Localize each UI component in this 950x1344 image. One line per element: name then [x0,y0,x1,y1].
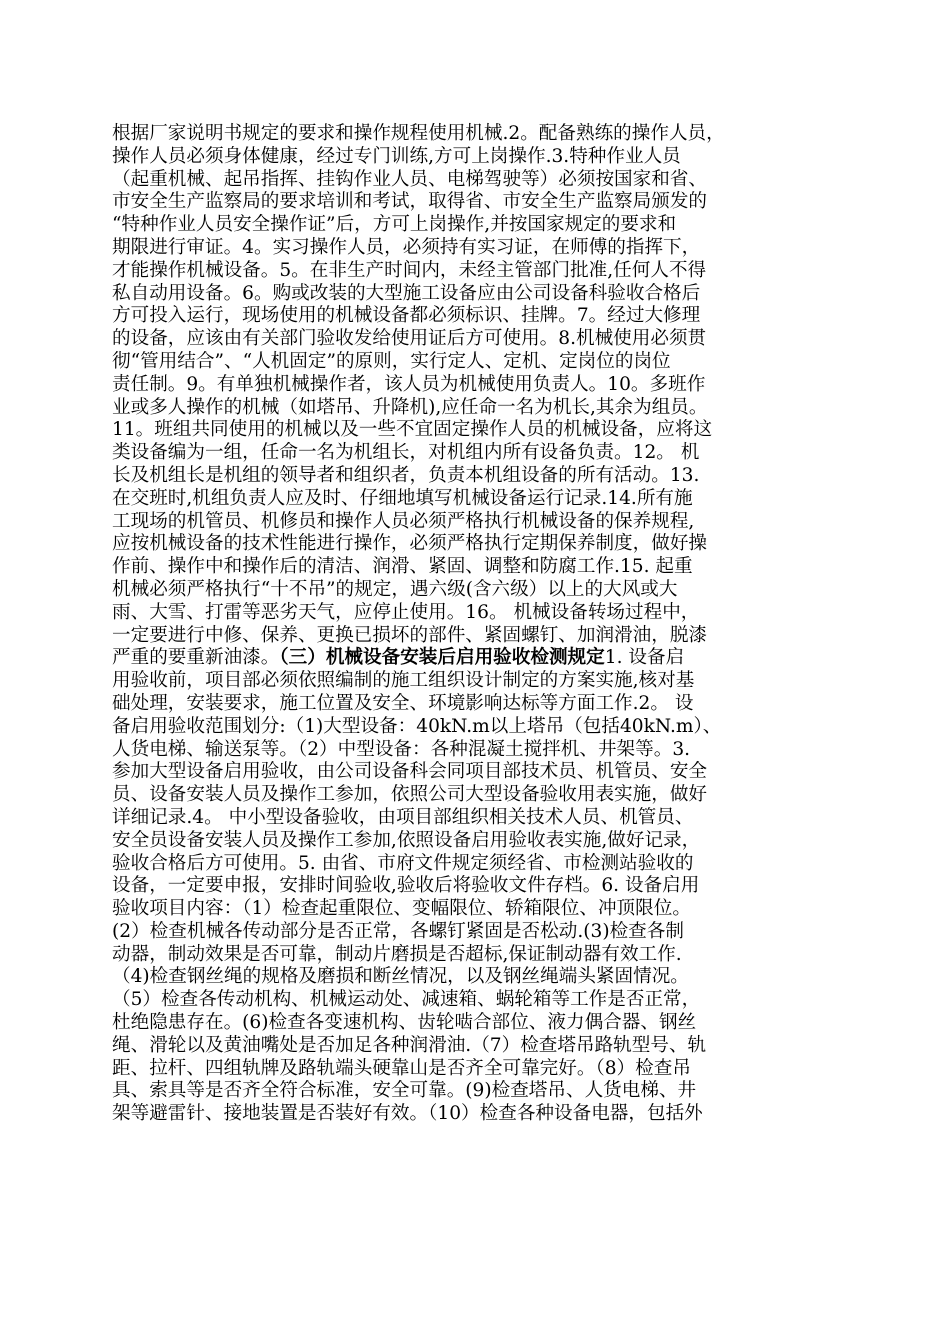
text-line: 私自动用设备。6。购或改装的大型施工设备应由公司设备科验收合格后 [112,282,701,304]
text-line: 绳、滑轮以及黄油嘴处是否加足各种润滑油.（7）检查塔吊路轨型号、轨 [112,1034,707,1056]
text-line: 彻“管用结合”、“人机固定”的原则，实行定人、定机、定岗位的岗位 [112,350,671,372]
text-line: 安全员设备安装人员及操作工参加,依照设备启用验收表实施,做好记录， [112,829,701,851]
text-line: 作前、操作中和操作后的清洁、润滑、紧固、调整和防腐工作.15. 起重 [112,556,693,578]
text-line: （起重机械、起吊指挥、挂钩作业人员、电梯驾驶等）必须按国家和省、 [112,168,708,190]
text-segment: 1. 设备启 [604,647,685,669]
text-line: 备启用验收范围划分:（1)大型设备：40kN.m以上塔吊（包括40kN.m）、 [112,715,722,737]
text-line: 员、设备安装人员及操作工参加，依照公司大型设备验收用表实施，做好 [112,784,708,806]
text-line: 验收合格后方可使用。5. 由省、市府文件规定须经省、市检测站验收的 [112,852,694,874]
section-heading: （三）机械设备安装后启用验收检测规定 [279,647,605,669]
text-line: （5）检查各传动机构、机械运动处、减速箱、蜗轮箱等工作是否正常， [112,989,701,1011]
text-line: 用验收前，项目部必须依照编制的施工组织设计制定的方案实施,核对基 [112,670,695,692]
text-line: 方可投入运行，现场使用的机械设备都必须标识、挂牌。7。经过大修理 [112,305,701,327]
text-line: 的设备，应该由有关部门验收发给使用证后方可使用。8.机械使用必须贯 [112,328,707,350]
text-line: 才能操作机械设备。5。在非生产时间内，未经主管部门批准,任何人不得 [112,259,707,281]
text-line: 一定要进行中修、保养、更换已损坏的部件、紧固螺钉、加润滑油，脱漆 [112,624,708,646]
text-line: 类设备编为一组，任命一名为机组长，对机组内所有设备负责。12。 机 [112,442,700,464]
text-line: 础处理，安装要求，施工位置及安全、环境影响达标等方面工作.2。 设 [112,692,694,714]
text-line: 距、拉杆、四组轨牌及路轨端头硬靠山是否齐全可靠完好。（8）检查吊 [112,1057,691,1079]
text-line: 长及机组长是机组的领导者和组织者，负责本机组设备的所有活动。13. [112,464,700,486]
text-line: 雨、大雪、打雷等恶劣天气，应停止使用。16。 机械设备转场过程中， [112,601,700,623]
text-line: 机械必须严格执行“十不吊”的规定，遇六级(含六级）以上的大风或大 [112,578,678,600]
text-line: (2）检查机械各传动部分是否正常，各螺钉紧固是否松动.(3)检查各制 [112,920,684,942]
text-line: 应按机械设备的技术性能进行操作，必须严格执行定期保养制度，做好操 [112,533,708,555]
text-line: 在交班时,机组负责人应及时、仔细地填写机械设备运行记录.14.所有施 [112,487,693,509]
document-body [112,123,844,1126]
text-line: 杜绝隐患存在。(6)检查各变速机构、齿轮啮合部位、液力偶合器、钢丝 [112,1012,697,1034]
text-line: 市安全生产监察局的要求培训和考试，取得省、市安全生产监察局颁发的 [112,191,708,213]
text-line: 期限进行审证。4。实习操作人员，必须持有实习证，在师傅的指挥下， [112,236,701,258]
text-line: 动器，制动效果是否可靠，制动片磨损是否超标,保证制动器有效工作. [112,943,682,965]
text-segment: 严重的要重新油漆。 [112,647,280,669]
text-line: 操作人员必须身体健康，经过专门训练,方可上岗操作.3.特种作业人员 [112,145,681,167]
text-line: 人货电梯、输送泵等。（2）中型设备：各种混凝土搅拌机、井架等。3. [112,738,691,760]
text-line: 11。班组共同使用的机械以及一些不宜固定操作人员的机械设备，应将这 [112,419,713,441]
text-line: “特种作业人员安全操作证”后，方可上岗操作,并按国家规定的要求和 [112,214,677,236]
text-line: 工现场的机管员、机修员和操作人员必须严格执行机械设备的保养规程, [112,510,695,532]
text-line: 详细记录.4。 中小型设备验收，由项目部组织相关技术人员、机管员、 [112,806,694,828]
text-line: 根据厂家说明书规定的要求和操作规程使用机械.2。配备熟练的操作人员， [112,123,725,144]
text-line: 具、索具等是否齐全符合标准，安全可靠。(9)检查塔吊、人货电梯、井 [112,1080,697,1102]
text-line: 设备，一定要申报，安排时间验收,验收后将验收文件存档。6. 设备启用 [112,875,700,897]
text-line: 责任制。9。有单独机械操作者，该人员为机械使用负责人。10。多班作 [112,373,706,395]
text-line: 架等避雷针、接地装置是否装好有效。（10）检查各种设备电器，包括外 [112,1103,703,1125]
text-line-with-heading [112,647,844,670]
text-line: 业或多人操作的机械（如塔吊、升降机),应任命一名为机长,其余为组员。 [112,396,708,418]
text-line: 验收项目内容：（1）检查起重限位、变幅限位、轿箱限位、冲顶限位。 [112,898,691,920]
text-line: 参加大型设备启用验收，由公司设备科会同项目部技术员、机管员、安全 [112,761,708,783]
text-line: （4)检查钢丝绳的规格及磨损和断丝情况，以及钢丝绳端头紧固情况。 [112,966,689,988]
